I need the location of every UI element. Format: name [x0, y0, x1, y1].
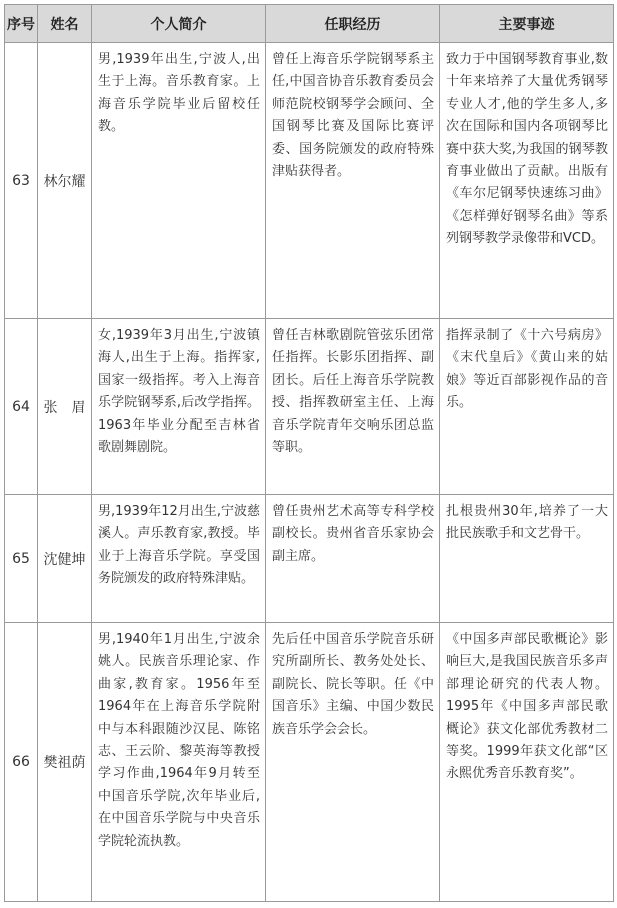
header-achievements: 主要事迹 — [440, 5, 614, 43]
table-row — [5, 495, 614, 623]
row-achievements-cell — [440, 43, 614, 319]
row-career: 曾任吉林歌剧院管弦乐团常任指挥。长影乐团指挥、副团长。后任上海音乐学院教授、指挥教研室主任、上海音乐学院青年交响乐团总监等职。 — [272, 328, 434, 456]
row-career-cell — [266, 43, 440, 319]
row-profile: 男,1939年出生,宁波人,出生于上海。音乐教育家。上海音乐学院毕业后留校任教。 — [98, 52, 260, 135]
row-profile: 女,1939年3月出生,宁波镇海人,出生于上海。指挥家,国家一级指挥。考入上海音乐学院钢琴系,后改学指挥。1963年毕业分配至吉林省歌剧舞剧院。 — [98, 328, 260, 456]
table-row — [5, 319, 614, 495]
row-name: 樊祖荫 — [38, 623, 92, 902]
row-career-cell — [266, 319, 440, 495]
row-name: 沈健坤 — [38, 495, 92, 623]
row-seq: 64 — [5, 319, 38, 495]
biography-table — [4, 4, 614, 902]
row-achievements: 《中国多声部民歌概论》影响巨大,是我国民族音乐多声部理论研究的代表人物。1995年《中国多声部民歌概论》获文化部优秀教材二等奖。1999年获文化部“区永熙优秀音乐教育奖”。 — [446, 632, 608, 782]
row-achievements: 扎根贵州30年,培养了一大批民族歌手和文艺骨干。 — [446, 504, 608, 542]
row-name: 张 眉 — [38, 319, 92, 495]
table-row — [5, 43, 614, 319]
row-achievements-cell — [440, 319, 614, 495]
row-profile-cell — [92, 43, 266, 319]
row-seq: 66 — [5, 623, 38, 902]
header-career: 任职经历 — [266, 5, 440, 43]
row-achievements-cell — [440, 623, 614, 902]
row-profile-cell — [92, 623, 266, 902]
header-row — [5, 5, 614, 43]
row-profile-cell — [92, 495, 266, 623]
row-achievements-cell — [440, 495, 614, 623]
row-seq: 65 — [5, 495, 38, 623]
row-profile: 男,1940年1月出生,宁波余姚人。民族音乐理论家、作曲家,教育家。1956年至1964年在上海音乐学院附中与本科跟随沙汉昆、陈铭志、王云阶、黎英海等教授学习作曲,1964年9月转至中国音乐学院,次年毕业后,在中国音乐学院与中央音乐学院轮流执教。 — [98, 632, 260, 849]
row-seq: 63 — [5, 43, 38, 319]
header-profile: 个人简介 — [92, 5, 266, 43]
header-seq: 序号 — [5, 5, 38, 43]
row-achievements: 指挥录制了《十六号病房》《末代皇后》《黄山来的姑娘》等近百部影视作品的音乐。 — [446, 328, 608, 411]
header-name: 姓名 — [38, 5, 92, 43]
row-career-cell — [266, 623, 440, 902]
row-profile: 男,1939年12月出生,宁波慈溪人。声乐教育家,教授。毕业于上海音乐学院。享受国务院颁发的政府特殊津贴。 — [98, 504, 260, 587]
row-profile-cell — [92, 319, 266, 495]
row-career: 曾任贵州艺术高等专科学校副校长。贵州省音乐家协会副主席。 — [272, 504, 434, 564]
row-career: 先后任中国音乐学院音乐研究所副所长、教务处处长、副院长、院长等职。任《中国音乐》主编、中国少数民族音乐学会会长。 — [272, 632, 434, 737]
row-career-cell — [266, 495, 440, 623]
row-name: 林尔耀 — [38, 43, 92, 319]
row-career: 曾任上海音乐学院钢琴系主任,中国音协音乐教育委员会师范院校钢琴学会顾问、全国钢琴比赛及国际比赛评委、国务院颁发的政府特殊津贴获得者。 — [272, 52, 434, 180]
table-row — [5, 623, 614, 902]
row-achievements: 致力于中国钢琴教育事业,数十年来培养了大量优秀钢琴专业人才,他的学生多人,多次在国际和国内各项钢琴比赛中获大奖,为我国的钢琴教育事业做出了贡献。出版有《车尔尼钢琴快速练习曲》《怎样弹好钢琴名曲》等系列钢琴教学录像带和VCD。 — [446, 52, 608, 247]
